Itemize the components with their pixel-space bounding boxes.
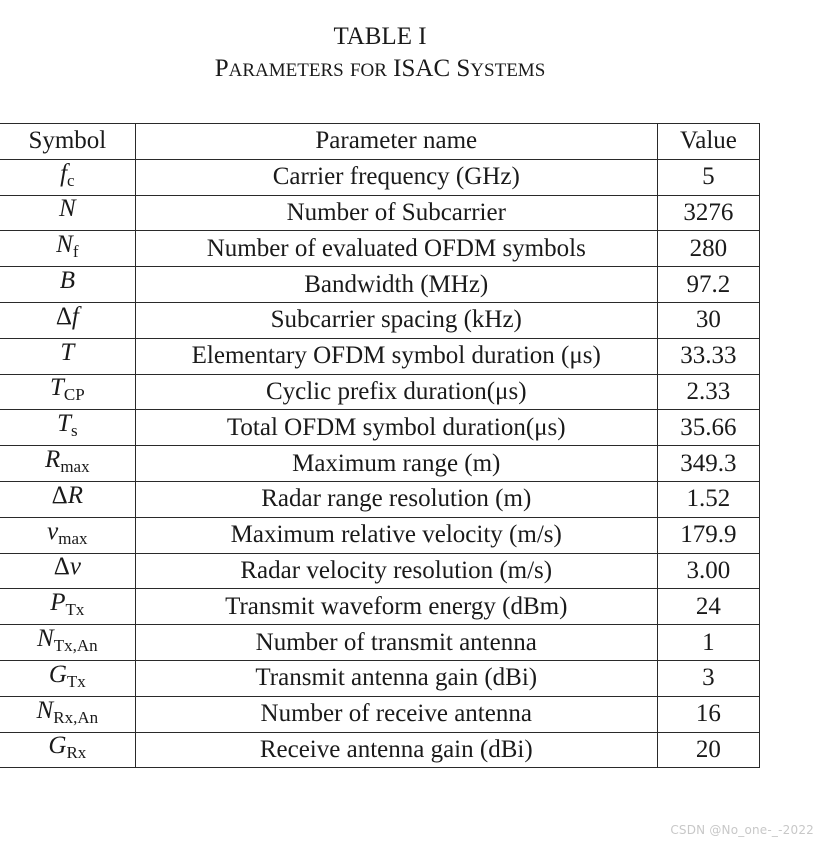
table-subtitle	[0, 54, 760, 86]
watermark: CSDN @No_one-_-2022	[670, 823, 814, 837]
symbol-base: v	[47, 517, 59, 545]
header-symbol: Symbol	[0, 124, 135, 160]
symbol-subscript: Tx	[65, 600, 85, 620]
value-cell: 1.52	[657, 481, 759, 517]
symbol-cell	[0, 553, 135, 589]
subtitle-word-4-rest: YSTEMS	[470, 60, 546, 81]
symbol-subscript: s	[70, 421, 78, 441]
parameter-name-cell: Bandwidth (MHz)	[135, 267, 657, 303]
symbol-subscript: max	[58, 528, 88, 548]
value-cell: 1	[657, 625, 759, 661]
symbol-base: N	[58, 195, 76, 223]
symbol-cell	[0, 625, 135, 661]
parameter-name-cell: Transmit antenna gain (dBi)	[135, 660, 657, 696]
parameter-name-cell: Maximum range (m)	[135, 446, 657, 482]
value-cell: 3276	[657, 195, 759, 231]
table-body	[0, 159, 760, 768]
table-row	[0, 410, 760, 446]
value-cell: 3	[657, 660, 759, 696]
symbol-cell	[0, 410, 135, 446]
parameter-name-cell: Radar velocity resolution (m/s)	[135, 553, 657, 589]
parameter-name-cell: Receive antenna gain (dBi)	[135, 732, 657, 768]
table-row	[0, 481, 760, 517]
value-cell: 16	[657, 696, 759, 732]
symbol-base: G	[48, 660, 67, 688]
symbol-subscript: c	[67, 170, 75, 190]
symbol-cell	[0, 195, 135, 231]
value-cell: 35.66	[657, 410, 759, 446]
table-header-row	[0, 124, 760, 160]
value-cell: 24	[657, 589, 759, 625]
symbol-subscript: Rx	[66, 743, 87, 763]
table-row	[0, 625, 760, 661]
table-row	[0, 195, 760, 231]
parameter-name-cell: Cyclic prefix duration(μs)	[135, 374, 657, 410]
symbol-cell	[0, 374, 135, 410]
table-row	[0, 517, 760, 553]
symbol-cell	[0, 159, 135, 195]
table-title: TABLE I	[333, 23, 427, 50]
table-row	[0, 553, 760, 589]
subtitle-word-4-initial: S	[456, 55, 471, 82]
parameter-name-cell: Elementary OFDM symbol duration (μs)	[135, 338, 657, 374]
symbol-base: f	[60, 159, 68, 187]
parameter-name-cell: Number of evaluated OFDM symbols	[135, 231, 657, 267]
value-cell: 179.9	[657, 517, 759, 553]
parameter-name-cell: Carrier frequency (GHz)	[135, 159, 657, 195]
value-cell: 2.33	[657, 374, 759, 410]
parameter-name-cell: Total OFDM symbol duration(μs)	[135, 410, 657, 446]
symbol-prefix: Δ	[53, 553, 70, 581]
subtitle-word-1-initial: P	[214, 55, 229, 82]
table-row	[0, 660, 760, 696]
subtitle-word-2: FOR	[349, 60, 387, 81]
parameter-name-cell: Maximum relative velocity (m/s)	[135, 517, 657, 553]
symbol-base: T	[57, 410, 71, 438]
symbol-prefix: Δ	[51, 481, 68, 509]
symbol-base: N	[36, 696, 54, 724]
symbol-cell	[0, 660, 135, 696]
subtitle-word-1-rest: ARAMETERS	[228, 60, 344, 81]
symbol-subscript: Tx,An	[53, 636, 98, 656]
symbol-cell	[0, 481, 135, 517]
header-parameter-name: Parameter name	[135, 124, 657, 160]
parameter-name-cell: Number of transmit antenna	[135, 625, 657, 661]
symbol-subscript: Tx	[66, 671, 86, 691]
symbol-base: R	[45, 446, 61, 474]
symbol-subscript: max	[60, 457, 90, 477]
symbol-base: N	[56, 231, 73, 259]
symbol-cell	[0, 338, 135, 374]
table-row	[0, 159, 760, 195]
header-value: Value	[657, 124, 759, 160]
value-cell: 280	[657, 231, 759, 267]
symbol-cell	[0, 446, 135, 482]
symbol-cell	[0, 732, 135, 768]
parameter-name-cell: Radar range resolution (m)	[135, 481, 657, 517]
symbol-base: f	[71, 302, 79, 330]
symbol-base: v	[69, 553, 81, 581]
symbol-prefix: Δ	[55, 302, 72, 330]
table-row	[0, 338, 760, 374]
symbol-base: G	[48, 732, 67, 760]
symbol-cell	[0, 267, 135, 303]
table-row	[0, 231, 760, 267]
symbol-base: P	[50, 589, 66, 617]
symbol-cell	[0, 517, 135, 553]
symbol-subscript: Rx,An	[53, 707, 99, 727]
symbol-base: B	[59, 267, 75, 295]
value-cell: 30	[657, 302, 759, 338]
value-cell: 5	[657, 159, 759, 195]
parameters-table	[0, 123, 760, 768]
symbol-subscript: f	[72, 242, 79, 262]
symbol-cell	[0, 231, 135, 267]
symbol-subscript: CP	[63, 385, 85, 405]
table-row	[0, 302, 760, 338]
table-row	[0, 696, 760, 732]
table-row	[0, 589, 760, 625]
parameter-name-cell: Transmit waveform energy (dBm)	[135, 589, 657, 625]
table-row	[0, 267, 760, 303]
symbol-base: T	[60, 338, 75, 366]
table-row	[0, 732, 760, 768]
parameter-name-cell: Subcarrier spacing (kHz)	[135, 302, 657, 338]
symbol-cell	[0, 696, 135, 732]
symbol-base: T	[49, 374, 64, 402]
value-cell: 97.2	[657, 267, 759, 303]
symbol-cell	[0, 589, 135, 625]
value-cell: 3.00	[657, 553, 759, 589]
table-row	[0, 446, 760, 482]
table-row	[0, 374, 760, 410]
symbol-base: N	[37, 625, 54, 653]
value-cell: 33.33	[657, 338, 759, 374]
value-cell: 349.3	[657, 446, 759, 482]
value-cell: 20	[657, 732, 759, 768]
symbol-cell	[0, 302, 135, 338]
subtitle-word-3: ISAC	[393, 55, 451, 82]
parameter-name-cell: Number of Subcarrier	[135, 195, 657, 231]
parameter-name-cell: Number of receive antenna	[135, 696, 657, 732]
symbol-base: R	[67, 481, 84, 509]
